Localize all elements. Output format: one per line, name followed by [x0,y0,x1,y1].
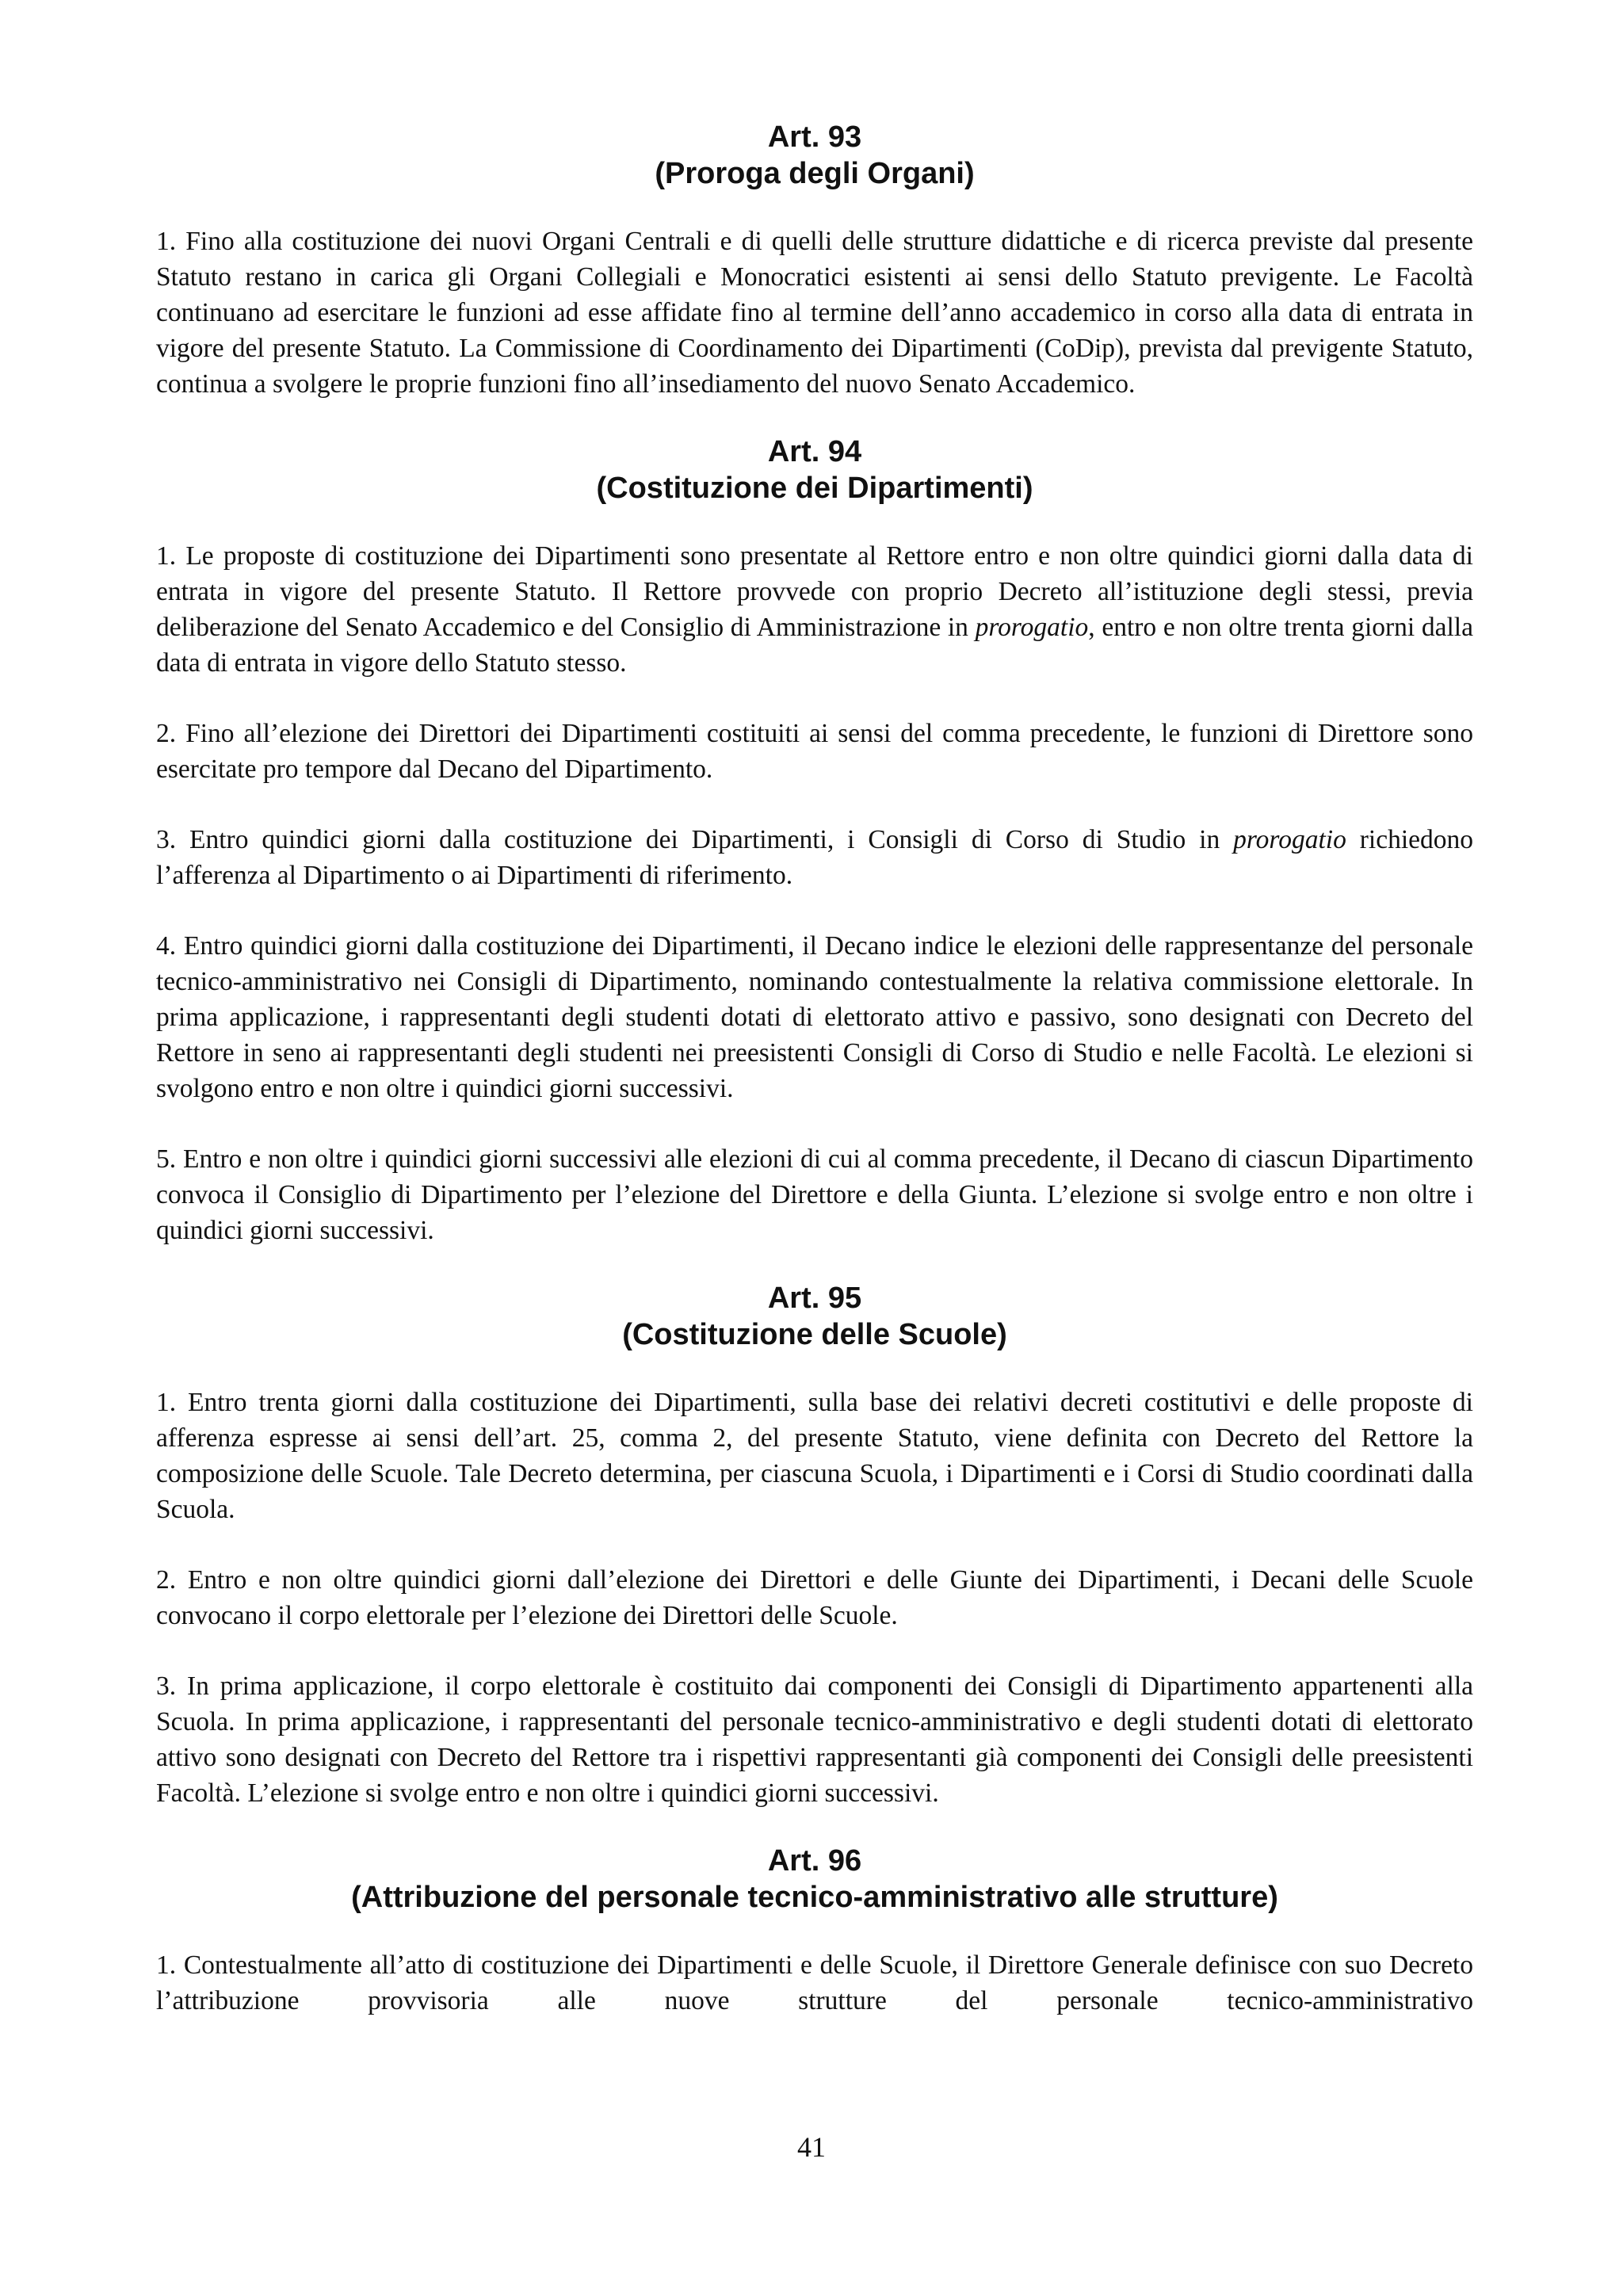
article-96 [156,1843,1473,2019]
paragraph-text: 3. Entro quindici giorni dalla costituzione dei Dipartimenti, i Consigli di Corso di Studio in [156,825,1220,854]
paragraph: 1. Fino alla costituzione dei nuovi Organi Centrali e di quelli delle strutture didattiche e di ricerca previste dal presente Statuto restano in carica gli Organi Collegiali e Monocratici esistenti ai sensi dello Statuto previgente. Le Facoltà continuano ad esercitare le funzioni ad esse affidate fino al termine dell’anno accademico in corso alla data di entrata in vigore del presente Statuto. La Commissione di Coordinamento dei Dipartimenti (CoDip), prevista dal previgente Statuto, continua a svolgere le proprie funzioni fino all’insediamento del nuovo Senato Accademico. [156,227,1473,399]
article-title: (Costituzione dei Dipartimenti) [596,472,1033,505]
paragraph: 3. In prima applicazione, il corpo elettorale è costituito dai componenti dei Consigli di Dipartimento appartenenti alla Scuola. In prima applicazione, i rappresentanti del personale tecnico-amministrativo e degli studenti dotati di elettorato attivo sono designati con Decreto del Rettore tra i rispettivi rappresentanti già componenti dei Consigli delle preesistenti Facoltà. L’elezione si svolge entro e non oltre i quindici giorni successivi. [156,1671,1473,1808]
paragraph: 2. Entro e non oltre quindici giorni dall’elezione dei Direttori e delle Giunte dei Dipartimenti, i Decani delle Scuole convocano il corpo elettorale per l’elezione dei Direttori delle Scuole. [156,1565,1473,1630]
article-95 [156,1280,1473,1811]
article-number: Art. 94 [767,435,862,468]
paragraph-text: richiedono l’afferenza al Dipartimento o ai Dipartimenti di riferimento. [156,825,1474,890]
article-number: Art. 95 [767,1282,862,1315]
paragraph: 1. Entro trenta giorni dalla costituzione dei Dipartimenti, sulla base dei relativi decreti costitutivi e delle proposte di afferenza espresse ai sensi dell’art. 25, comma 2, del presente Statuto, viene definita con Decreto del Rettore la composizione delle Scuole. Tale Decreto determina, per ciascuna Scuola, i Dipartimenti e i Corsi di Studio coordinati dalla Scuola. [156,1388,1473,1524]
article-94 [156,434,1473,1248]
article-number: Art. 96 [767,1844,862,1878]
page-number: 41 [797,2131,826,2163]
paragraph: 2. Fino all’elezione dei Direttori dei Dipartimenti costituiti ai sensi del comma precedente, le funzioni di Direttore sono esercitate pro tempore dal Decano del Dipartimento. [156,719,1473,784]
paragraph-text: , entro e non oltre trenta giorni dalla data di entrata in vigore dello Statuto stesso. [156,613,1473,678]
article-title: (Costituzione delle Scuole) [622,1318,1007,1351]
paragraph [156,538,1473,681]
page-content [156,119,1473,2019]
paragraph: 5. Entro e non oltre i quindici giorni successivi alle elezioni di cui al comma precedente, il Decano di ciascun Dipartimento convoca il Consiglio di Dipartimento per l’elezione del Direttore e della Giunta. L’elezione si svolge entro e non oltre i quindici giorni successivi. [156,1144,1473,1245]
italic-term: prorogatio [1233,825,1346,854]
article-93 [156,119,1473,402]
italic-term: prorogatio [975,613,1089,642]
article-number: Art. 93 [767,120,862,154]
article-title: (Proroga degli Organi) [655,157,975,190]
paragraph-text: 1. Le proposte di costituzione dei Dipartimenti sono presentate al Rettore entro e non oltre quindici giorni dalla data di entrata in vigore del presente Statuto. Il Rettore provvede con proprio Decreto all’istituzione degli stessi, previa deliberazione del Senato Accademico e del Consiglio di Amministrazione in [156,541,1473,642]
paragraph: 4. Entro quindici giorni dalla costituzione dei Dipartimenti, il Decano indice le elezioni delle rappresentanze del personale tecnico-amministrativo nei Consigli di Dipartimento, nominando contestualmente la relativa commissione elettorale. In prima applicazione, i rappresentanti degli studenti dotati di elettorato attivo e passivo, sono designati con Decreto del Rettore in seno ai rappresentanti degli studenti nei preesistenti Consigli di Corso di Studio e nelle Facoltà. Le elezioni si svolgono entro e non oltre i quindici giorni successivi. [156,931,1473,1103]
paragraph [156,822,1473,893]
paragraph: 1. Contestualmente all’atto di costituzione dei Dipartimenti e delle Scuole, il Direttore Generale definisce con suo Decreto l’attribuzione provvisoria alle nuove strutture del personale tecnico-amministrativo [156,1950,1473,2015]
article-title: (Attribuzione del personale tecnico-amministrativo alle strutture) [351,1881,1278,1914]
